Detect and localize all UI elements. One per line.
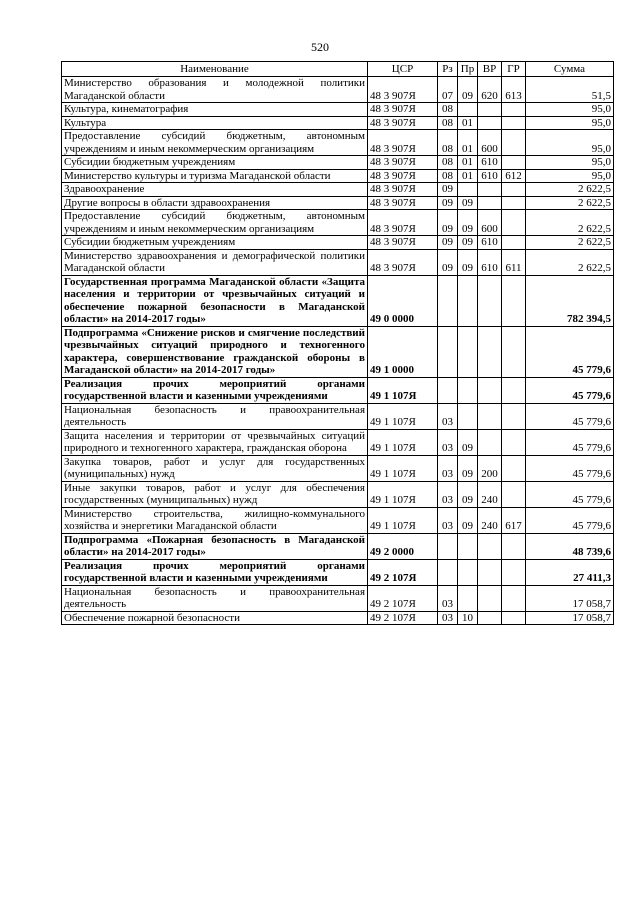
cell-sum: 45 779,6 [526,507,614,533]
table-row [62,377,614,403]
cell-sum: 782 394,5 [526,275,614,326]
cell-gr [502,116,526,130]
cell-vr: 610 [478,236,502,250]
cell-sum: 95,0 [526,116,614,130]
cell-name: Подпрограмма «Снижение рисков и смягчение последствий чрезвычайных ситуаций природного и техногенного характера, совершенствование гражданской обороны в Магаданской области» на 2014-2017 годы» [62,326,368,377]
cell-gr: 617 [502,507,526,533]
budget-table [61,61,614,625]
cell-csr: 48 3 907Я [368,249,438,275]
cell-vr: 200 [478,455,502,481]
cell-rz: 09 [438,183,458,197]
table-row [62,236,614,250]
cell-rz: 09 [438,196,458,210]
cell-rz: 09 [438,236,458,250]
cell-pr: 09 [458,196,478,210]
cell-gr [502,585,526,611]
cell-gr: 613 [502,77,526,103]
cell-sum: 45 779,6 [526,403,614,429]
cell-csr: 49 2 107Я [368,585,438,611]
cell-name: Предоставление субсидий бюджетным, автономным учреждениям и иным некоммерческим организациям [62,130,368,156]
cell-sum: 45 779,6 [526,326,614,377]
cell-csr: 49 1 107Я [368,403,438,429]
table-row [62,507,614,533]
cell-csr: 48 3 907Я [368,196,438,210]
cell-name: Закупка товаров, работ и услуг для государственных (муниципальных) нужд [62,455,368,481]
header-pr: Пр [458,62,478,77]
cell-rz: 03 [438,585,458,611]
cell-gr [502,103,526,117]
cell-gr [502,455,526,481]
cell-pr: 09 [458,249,478,275]
cell-rz: 03 [438,611,458,625]
cell-csr: 49 1 107Я [368,377,438,403]
cell-csr: 49 1 107Я [368,455,438,481]
cell-csr: 49 1 0000 [368,326,438,377]
cell-sum: 95,0 [526,130,614,156]
cell-name: Министерство образования и молодежной политики Магаданской области [62,77,368,103]
table-row [62,559,614,585]
cell-gr [502,481,526,507]
table-row [62,249,614,275]
cell-sum: 51,5 [526,77,614,103]
cell-rz: 07 [438,77,458,103]
cell-vr [478,326,502,377]
cell-pr [458,183,478,197]
cell-name: Подпрограмма «Пожарная безопасность в Магаданской области» на 2014-2017 годы» [62,533,368,559]
cell-vr [478,533,502,559]
cell-gr: 611 [502,249,526,275]
header-csr: ЦСР [368,62,438,77]
cell-gr [502,210,526,236]
cell-vr [478,103,502,117]
cell-gr [502,559,526,585]
cell-pr: 09 [458,481,478,507]
cell-rz: 08 [438,130,458,156]
table-row [62,455,614,481]
cell-vr [478,275,502,326]
cell-name: Национальная безопасность и правоохранительная деятельность [62,403,368,429]
cell-name: Другие вопросы в области здравоохранения [62,196,368,210]
cell-sum: 2 622,5 [526,249,614,275]
cell-rz: 08 [438,103,458,117]
cell-csr: 48 3 907Я [368,77,438,103]
table-header-row [62,62,614,77]
cell-pr [458,275,478,326]
cell-name: Обеспечение пожарной безопасности [62,611,368,625]
cell-name: Культура, кинематография [62,103,368,117]
cell-name: Реализация прочих мероприятий органами государственной власти и казенными учреждениями [62,377,368,403]
cell-csr: 49 2 0000 [368,533,438,559]
cell-sum: 2 622,5 [526,196,614,210]
cell-sum: 45 779,6 [526,429,614,455]
cell-sum: 17 058,7 [526,585,614,611]
cell-pr: 09 [458,507,478,533]
cell-name: Национальная безопасность и правоохранительная деятельность [62,585,368,611]
cell-gr [502,377,526,403]
table-row [62,611,614,625]
cell-pr [458,377,478,403]
cell-rz: 03 [438,455,458,481]
cell-vr: 610 [478,169,502,183]
cell-sum: 45 779,6 [526,481,614,507]
cell-rz: 08 [438,169,458,183]
cell-csr: 48 3 907Я [368,103,438,117]
cell-name: Культура [62,116,368,130]
cell-vr: 620 [478,77,502,103]
cell-name: Предоставление субсидий бюджетным, автономным учреждениям и иным некоммерческим организациям [62,210,368,236]
cell-vr [478,429,502,455]
cell-pr [458,533,478,559]
cell-csr: 48 3 907Я [368,116,438,130]
table-body [62,77,614,625]
cell-name: Реализация прочих мероприятий органами государственной власти и казенными учреждениями [62,559,368,585]
cell-gr [502,183,526,197]
cell-csr: 48 3 907Я [368,210,438,236]
cell-sum: 17 058,7 [526,611,614,625]
table-row [62,429,614,455]
cell-vr: 610 [478,156,502,170]
cell-pr: 01 [458,116,478,130]
cell-rz [438,559,458,585]
table-row [62,156,614,170]
table-row [62,77,614,103]
cell-rz [438,533,458,559]
cell-vr [478,559,502,585]
cell-rz [438,377,458,403]
table-row [62,326,614,377]
cell-vr: 600 [478,130,502,156]
cell-sum: 2 622,5 [526,236,614,250]
cell-gr [502,611,526,625]
cell-vr [478,196,502,210]
cell-rz: 08 [438,156,458,170]
cell-gr [502,236,526,250]
table-row [62,275,614,326]
cell-vr: 610 [478,249,502,275]
cell-pr [458,326,478,377]
cell-sum: 45 779,6 [526,377,614,403]
table-row [62,481,614,507]
cell-pr: 01 [458,130,478,156]
cell-name: Субсидии бюджетным учреждениям [62,156,368,170]
cell-vr: 600 [478,210,502,236]
cell-rz: 09 [438,210,458,236]
cell-gr: 612 [502,169,526,183]
table-row [62,533,614,559]
cell-sum: 95,0 [526,169,614,183]
table-row [62,403,614,429]
cell-csr: 48 3 907Я [368,183,438,197]
cell-rz: 03 [438,481,458,507]
cell-gr [502,130,526,156]
cell-gr [502,429,526,455]
cell-gr [502,533,526,559]
cell-pr: 09 [458,429,478,455]
table-row [62,196,614,210]
cell-sum: 2 622,5 [526,183,614,197]
header-sum: Сумма [526,62,614,77]
cell-rz: 03 [438,429,458,455]
cell-rz: 09 [438,249,458,275]
cell-pr [458,103,478,117]
table-row [62,116,614,130]
cell-csr: 48 3 907Я [368,130,438,156]
table-row [62,169,614,183]
cell-gr [502,403,526,429]
header-name: Наименование [62,62,368,77]
cell-pr: 09 [458,236,478,250]
cell-csr: 49 2 107Я [368,611,438,625]
cell-pr: 10 [458,611,478,625]
cell-csr: 48 3 907Я [368,156,438,170]
cell-sum: 27 411,3 [526,559,614,585]
cell-name: Министерство культуры и туризма Магаданской области [62,169,368,183]
cell-pr [458,403,478,429]
cell-vr [478,611,502,625]
cell-gr [502,275,526,326]
cell-sum: 48 739,6 [526,533,614,559]
cell-name: Государственная программа Магаданской области «Защита населения и территории от чрезвычайных ситуаций и обеспечение пожарной безопасности в Магаданской области» на 2014-2017 годы» [62,275,368,326]
page-number: 520 [311,40,329,54]
cell-csr: 49 1 107Я [368,429,438,455]
cell-pr: 09 [458,210,478,236]
cell-name: Министерство строительства, жилищно-коммунального хозяйства и энергетики Магаданской области [62,507,368,533]
cell-csr: 48 3 907Я [368,236,438,250]
cell-rz: 03 [438,507,458,533]
cell-csr: 48 3 907Я [368,169,438,183]
cell-rz: 03 [438,403,458,429]
cell-sum: 95,0 [526,156,614,170]
cell-rz [438,326,458,377]
cell-rz [438,275,458,326]
cell-name: Иные закупки товаров, работ и услуг для обеспечения государственных (муниципальных) нужд [62,481,368,507]
cell-name: Здравоохранение [62,183,368,197]
cell-gr [502,156,526,170]
cell-vr: 240 [478,507,502,533]
cell-pr: 01 [458,156,478,170]
header-gr: ГР [502,62,526,77]
cell-vr [478,403,502,429]
cell-pr: 09 [458,77,478,103]
cell-vr [478,116,502,130]
cell-name: Субсидии бюджетным учреждениям [62,236,368,250]
cell-rz: 08 [438,116,458,130]
cell-name: Министерство здравоохранения и демографической политики Магаданской области [62,249,368,275]
table-row [62,585,614,611]
cell-pr: 01 [458,169,478,183]
cell-csr: 49 0 0000 [368,275,438,326]
table-row [62,183,614,197]
cell-sum: 45 779,6 [526,455,614,481]
table-row [62,130,614,156]
cell-gr [502,326,526,377]
table-row [62,103,614,117]
cell-vr: 240 [478,481,502,507]
cell-sum: 2 622,5 [526,210,614,236]
cell-gr [502,196,526,210]
header-vr: ВР [478,62,502,77]
cell-pr [458,559,478,585]
header-rz: Рз [438,62,458,77]
cell-vr [478,585,502,611]
cell-sum: 95,0 [526,103,614,117]
cell-csr: 49 1 107Я [368,507,438,533]
cell-vr [478,377,502,403]
cell-name: Защита населения и территории от чрезвычайных ситуаций природного и техногенного характера, гражданская оборона [62,429,368,455]
cell-pr: 09 [458,455,478,481]
cell-csr: 49 2 107Я [368,559,438,585]
cell-pr [458,585,478,611]
cell-csr: 49 1 107Я [368,481,438,507]
table-row [62,210,614,236]
cell-vr [478,183,502,197]
